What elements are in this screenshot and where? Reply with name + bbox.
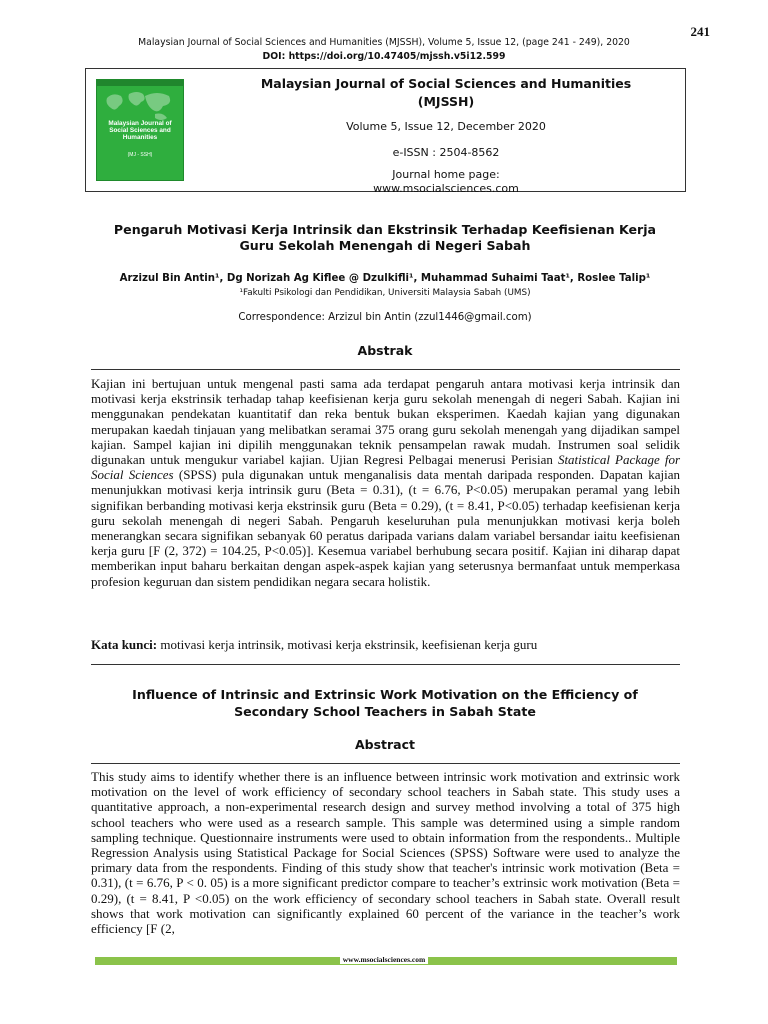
keywords	[91, 637, 680, 653]
footer-url-link[interactable]: www.msocialsciences.com	[340, 955, 428, 964]
abstrak-italic-term: Statistical Package for Social Sciences	[91, 452, 680, 483]
english-title-line-1: Influence of Intrinsic and Extrinsic Work Motivation on the Efficiency of	[132, 687, 638, 702]
journal-eissn: e-ISSN : 2504-8562	[392, 146, 500, 159]
cover-title: Malaysian Journal of Social Sciences and Humanities	[108, 120, 172, 141]
journal-cover-image	[96, 79, 184, 181]
footer	[0, 954, 768, 966]
journal-homepage	[236, 168, 656, 196]
keywords-label: Kata kunci:	[91, 637, 158, 652]
journal-details	[236, 75, 656, 196]
abstrak-text-part-1: Kajian ini bertujuan untuk mengenal pasti sama ada terdapat pengaruh antara motivasi kerja intrinsik dan motivasi kerja ekstrinsik terhadap tahap keefisienan kerja guru sekolah menengah di negeri Sabah. Kajian ini menggunakan pendekatan kuantitatif dan reka bentuk bukan eksperimen. Kaedah kajian yang digunakan merupakan kaedah tinjauan yang melibatkan seramai 375 orang guru sekolah menengah yang dijadikan sampel kajian. Sampel kajian ini dipilih menggunakan teknik pensampelan rawak mudah. Instrumen soal selidik digunakan untuk mengukur variabel kajian. Ujian Regresi Pelbagai menerusi Perisian	[91, 376, 680, 468]
english-title-line-2: Secondary School Teachers in Sabah State	[234, 704, 536, 719]
abstrak-text-part-2: (SPSS) pula digunakan untuk menganalisis data mentah daripada responden. Dapatan kajian menunjukkan motivasi kerja intrinsik guru (Beta = 0.31), (t = 6.76, P<0.05) merupakan peramal yang lebih signifikan berbanding motivasi kerja ekstrinsik guru (Beta = 0.29), (t = 8.41, P<0.05) terhadap keefisienan kerja guru sekolah menengah di negeri Sabah. Pengaruh keseluruhan pula menunjukkan motivasi kerja boleh menerangkan secara signifikan sebanyak 60 peratus daripada varians dalam variabel bersandar iaitu keefisienan kerja guru [F (2, 372) = 104.25, P<0.05)]. Kesemua variabel berhubung secara positif. Kajian ini diharap dapat memberikan input baharu berkaitan dengan aspek-aspek kajian yang seterusnya bermanfaat untuk memperkasa profesion keguruan dan sistem pendidikan negara secara holistik.	[91, 467, 680, 589]
author-affiliation: ¹Fakulti Psikologi dan Pendidikan, Universiti Malaysia Sabah (UMS)	[239, 288, 531, 298]
keywords-text: motivasi kerja intrinsik, motivasi kerja ekstrinsik, keefisienan kerja guru	[157, 637, 538, 652]
abstract-body: This study aims to identify whether there is an influence between intrinsic work motivation and extrinsic work motivation on the level of work efficiency of secondary school teachers in Sabah state. This study uses a quantitative approach, a non-experimental research design and survey method involving a total of 375 high school teachers who were used as a research sample. This sample was determined using a simple random sampling technique. Questionnaire instruments were used to obtain information from the respondents.. Multiple Regression Analysis using Statistical Package for Social Sciences (SPSS) Software were used to analyze the primary data from the respondents. Finding of this study show that teacher's intrinsic work motivation (Beta = 0.31), (t = 6.76, P < 0. 05) is a more significant predictor compare to teacher’s extrinsic work motivation (Beta = 0.29), (t = 8.41, P <0.05) on the work efficiency of secondary school teachers in Sabah state. Overall result shows that work motivation can significantly explained 60 percent of the variance in the teacher’s work efficiency [F (2,	[91, 769, 680, 937]
homepage-link[interactable]: www.msocialsciences.com	[373, 182, 519, 195]
abstrak-heading: Abstrak	[357, 343, 413, 358]
malay-title-line-1: Pengaruh Motivasi Kerja Intrinsik dan Ekstrinsik Terhadap Keefisienan Kerja	[113, 222, 657, 237]
cover-abbreviation: (MJ - SSH)	[127, 152, 153, 158]
malay-title-line-2: Guru Sekolah Menengah di Negeri Sabah	[239, 238, 531, 253]
cover-top-strip	[97, 80, 183, 86]
divider-line	[91, 369, 680, 370]
doi-line: DOI: https://doi.org/10.47405/mjssh.v5i12.599	[262, 51, 506, 62]
journal-info-box	[85, 68, 686, 195]
journal-title: Malaysian Journal of Social Sciences and Humanities (MJSSH)	[260, 76, 632, 109]
divider-line	[91, 664, 680, 665]
author-list: Arzizul Bin Antin¹, Dg Norizah Ag Kiflee @ Dzulkifli¹, Muhammad Suhaimi Taat¹, Roslee Talip¹	[119, 273, 651, 284]
divider-line	[91, 763, 680, 764]
correspondence: Correspondence: Arzizul bin Antin (zzul1446@gmail.com)	[238, 312, 532, 323]
citation-line: Malaysian Journal of Social Sciences and Humanities (MJSSH), Volume 5, Issue 12, (page 241 - 249), 2020	[138, 37, 630, 48]
running-header	[0, 36, 768, 64]
journal-volume: Volume 5, Issue 12, December 2020	[346, 120, 546, 133]
abstrak-body	[91, 376, 680, 589]
homepage-label: Journal home page:	[392, 168, 500, 181]
abstract-heading: Abstract	[354, 737, 416, 752]
english-article-title	[90, 686, 680, 720]
malay-article-title	[90, 222, 680, 254]
page-number: 241	[690, 24, 710, 39]
